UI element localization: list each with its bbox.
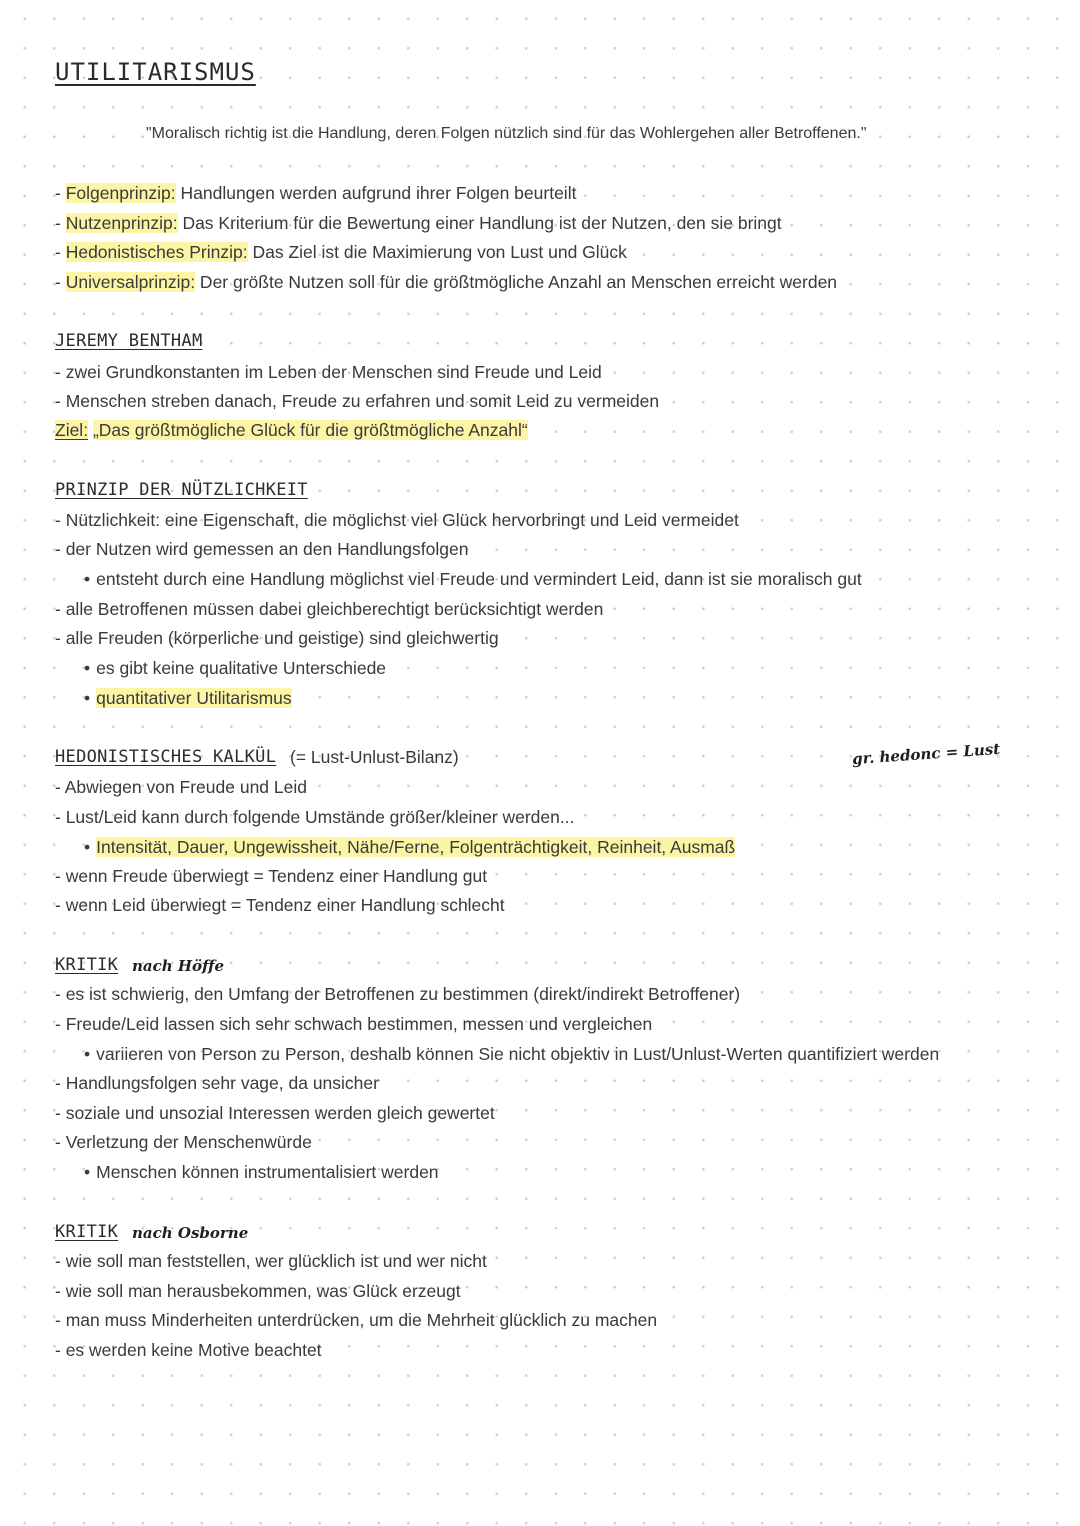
principle-term: Folgenprinzip: — [65, 183, 176, 203]
list-item: - wenn Freude überwiegt = Tendenz einer Handlung gut — [55, 866, 488, 886]
bentham-goal — [55, 419, 528, 441]
principle-row: - Nutzenprinzip: Das Kriterium für die Bewertung einer Handlung ist der Nutzen, den sie bringt — [55, 213, 782, 233]
list-item: - Handlungsfolgen sehr vage, da unsicher — [55, 1073, 379, 1093]
principle-row: - Hedonistisches Prinzip: Das Ziel ist die Maximierung von Lust und Glück — [55, 242, 627, 262]
principle-row: - Universalprinzip: Der größte Nutzen soll für die größtmögliche Anzahl an Menschen erreicht werden — [55, 272, 838, 292]
handwritten-author: nach Höffe — [132, 957, 225, 975]
page-title: UTILITARISMUS — [55, 58, 256, 86]
principle-term: Hedonistisches Prinzip: — [65, 242, 248, 262]
principle-row: - Folgenprinzip: Handlungen werden aufgrund ihrer Folgen beurteilt — [55, 183, 577, 203]
list-item: - Menschen streben danach, Freude zu erfahren und somit Leid zu vermeiden — [55, 391, 660, 411]
list-item: - Abwiegen von Freude und Leid — [55, 777, 307, 797]
list-item: - wenn Leid überwiegt = Tendenz einer Handlung schlecht — [55, 895, 505, 915]
definition-quote: "Moralisch richtig ist die Handlung, deren Folgen nützlich sind für das Wohlergehen aller Betroffenen." — [146, 125, 867, 142]
sub-list-item: • Intensität, Dauer, Ungewissheit, Nähe/Ferne, Folgenträchtigkeit, Reinheit, Ausmaß — [84, 837, 736, 857]
list-item: - Nützlichkeit: eine Eigenschaft, die möglichst viel Glück hervorbringt und Leid vermeidet — [55, 510, 739, 530]
section-heading-kritik-hoeffe: KRITIK — [55, 955, 119, 975]
sub-list-item: • entsteht durch eine Handlung möglichst viel Freude und vermindert Leid, dann ist sie moralisch gut — [84, 569, 862, 589]
list-item: - Lust/Leid kann durch folgende Umstände größer/kleiner werden... — [55, 807, 575, 827]
list-item: - alle Betroffenen müssen dabei gleichberechtigt berücksichtigt werden — [55, 599, 604, 619]
principle-text: Handlungen werden aufgrund ihrer Folgen beurteilt — [175, 183, 577, 203]
list-item: - man muss Minderheiten unterdrücken, um die Mehrheit glücklich zu machen — [55, 1310, 658, 1330]
goal-text: „Das größtmögliche Glück für die größtmögliche Anzahl“ — [92, 420, 528, 440]
list-item: - Freude/Leid lassen sich sehr schwach bestimmen, messen und vergleichen — [55, 1014, 653, 1034]
sub-list-item: • variieren von Person zu Person, deshalb können Sie nicht objektiv in Lust/Unlust-Werten quantifiziert werden — [84, 1044, 940, 1064]
sub-list-item: • Menschen können instrumentalisiert werden — [84, 1162, 439, 1182]
section-subtitle: (= Lust-Unlust-Bilanz) — [290, 747, 459, 767]
list-item: - alle Freuden (körperliche und geistige) sind gleichwertig — [55, 628, 499, 648]
section-heading-kalkuel: HEDONISTISCHES KALKÜL — [55, 747, 277, 767]
section-heading-bentham: JEREMY BENTHAM — [55, 331, 203, 351]
goal-label: Ziel: — [55, 420, 89, 440]
handwritten-note: gr. hedonc = Lust — [851, 739, 1001, 769]
principle-text: Das Kriterium für die Bewertung einer Handlung ist der Nutzen, den sie bringt — [177, 213, 782, 233]
sub-list-item: • es gibt keine qualitative Unterschiede — [84, 658, 387, 678]
section-heading-kritik-osborne: KRITIK — [55, 1222, 119, 1242]
handwritten-author: nach Osborne — [132, 1224, 249, 1242]
list-item: - zwei Grundkonstanten im Leben der Menschen sind Freude und Leid — [55, 362, 602, 382]
section-heading-nuetzlichkeit: PRINZIP DER NÜTZLICHKEIT — [55, 480, 308, 500]
principle-term: Universalprinzip: — [65, 272, 196, 292]
principle-text: Das Ziel ist die Maximierung von Lust und Glück — [247, 242, 627, 262]
principle-term: Nutzenprinzip: — [65, 213, 178, 233]
list-item: - es ist schwierig, den Umfang der Betroffenen zu bestimmen (direkt/indirekt Betroffener) — [55, 984, 741, 1004]
list-item: - Verletzung der Menschenwürde — [55, 1132, 312, 1152]
list-item: - wie soll man herausbekommen, was Glück erzeugt — [55, 1281, 461, 1301]
list-item: - es werden keine Motive beachtet — [55, 1340, 322, 1360]
sub-list-item: • quantitativer Utilitarismus — [84, 688, 292, 708]
list-item: - der Nutzen wird gemessen an den Handlungsfolgen — [55, 539, 469, 559]
list-item: - soziale und unsozial Interessen werden gleich gewertet — [55, 1103, 495, 1123]
list-item: - wie soll man feststellen, wer glücklich ist und wer nicht — [55, 1251, 487, 1271]
principle-text: Der größte Nutzen soll für die größtmögliche Anzahl an Menschen erreicht werden — [195, 272, 838, 292]
